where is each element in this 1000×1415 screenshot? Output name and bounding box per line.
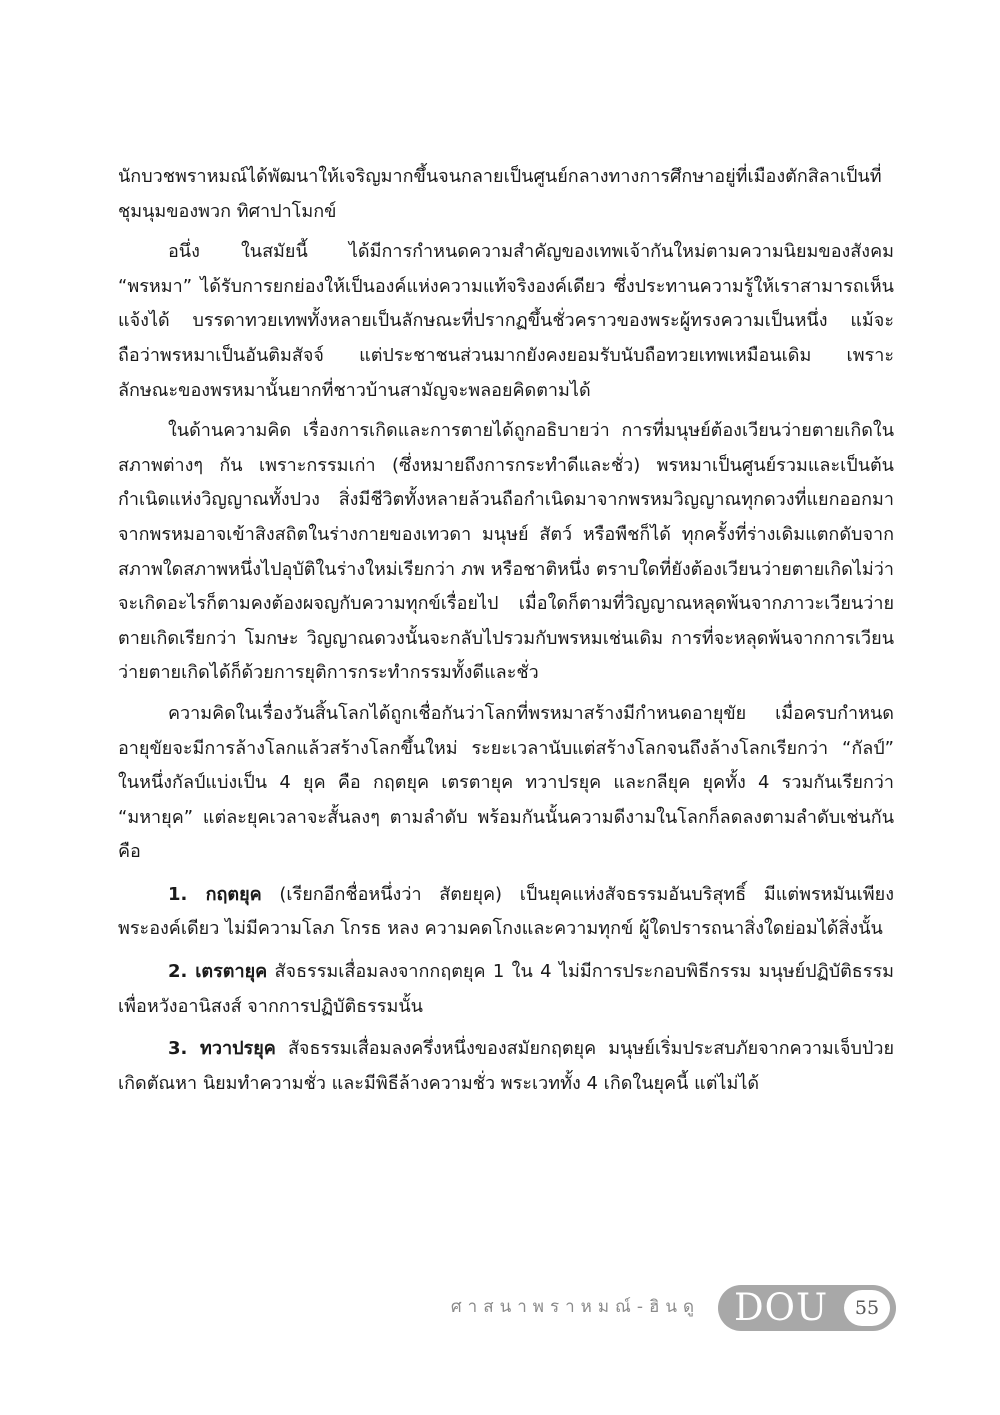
paragraph-1: นักบวชพราหมณ์ได้พัฒนาให้เจริญมากขึ้นจนกลายเป็นศูนย์กลางทางการศึกษาอยู่ที่เมืองตักสิลาเป็นที่ชุมนุมของพวก ทิศาปาโมกข์ bbox=[118, 166, 882, 222]
page-body bbox=[118, 160, 894, 1260]
page-footer bbox=[0, 1285, 1000, 1335]
list-item-krita-yuga bbox=[118, 878, 894, 947]
list-item-title: 2. เตรตายุค bbox=[168, 961, 268, 983]
list-item-text: (เรียกอีกชื่อหนึ่งว่า สัตยยุค) เป็นยุคแห่งสัจธรรมอันบริสุทธิ์ มีแต่พรหมันเพียงพระองค์เดียว ไม่มีความโลภ โกรธ หลง ความคดโกงและความทุกข์ ผู้ใดปรารถนาสิ่งใดย่อมได้สิ่งนั้น bbox=[118, 883, 894, 940]
paragraph-2: อนึ่ง ในสมัยนี้ ได้มีการกำหนดความสำคัญของเทพเจ้ากันใหม่ตามความนิยมของสังคม “พรหมา” ได้รับการยกย่องให้เป็นองค์แห่งความแท้จริงองค์เดียว ซึ่งประทานความรู้ให้เราสามารถเห็นแจ้งได้ บรรดาทวยเทพทั้งหลายเป็นลักษณะที่ปรากฏขึ้นชั่วคราวของพระผู้ทรงความเป็นหนึ่ง แม้จะถือว่าพรหมาเป็นอันติมสัจจ์ แต่ประชาชนส่วนมากยังคงยอมรับนับถือทวยเทพเหมือนเดิม เพราะลักษณะของพรหมานั้นยากที่ชาวบ้านสามัญจะพลอยคิดตามได้ bbox=[118, 241, 894, 401]
dou-logo: DOU bbox=[734, 1286, 829, 1329]
list-item-title: 1. กฤตยุค bbox=[168, 883, 262, 905]
list-item-title: 3. ทวาปรยุค bbox=[168, 1038, 276, 1060]
list-item-text: สัจธรรมเสื่อมลงครึ่งหนึ่งของสมัยกฤตยุค มนุษย์เริ่มประสบภัยจากความเจ็บป่วย เกิดตัณหา นิยมทำความชั่ว และมีพิธีล้างความชั่ว พระเวททั้ง 4 เกิดในยุคนี้ แต่ไม่ได้ bbox=[118, 1038, 894, 1094]
book-title: ศาสนาพราหมณ์-ฮินดู bbox=[450, 1297, 700, 1317]
dou-badge bbox=[718, 1285, 896, 1331]
paragraph-4: ความคิดในเรื่องวันสิ้นโลกได้ถูกเชื่อกันว่าโลกที่พรหมาสร้างมีกำหนดอายุขัย เมื่อครบกำหนดอายุขัยจะมีการล้างโลกแล้วสร้างโลกขึ้นใหม่ ระยะเวลานับแต่สร้างโลกจนถึงล้างโลกเรียกว่า “กัลป์” ในหนึ่งกัลป์แบ่งเป็น 4 ยุค คือ กฤตยุค เตรตายุค ทวาปรยุค และกลียุค ยุคทั้ง 4 รวมกันเรียกว่า “มหายุค” แต่ละยุคเวลาจะสั้นลงๆ ตามลำดับ พร้อมกันนั้นความดีงามในโลกก็ลดลงตามลำดับเช่นกัน คือ bbox=[118, 702, 894, 863]
list-item-treta-yuga bbox=[118, 955, 894, 1024]
page-number: 55 bbox=[844, 1290, 890, 1326]
list-item-text: สัจธรรมเสื่อมลงจากกฤตยุค 1 ใน 4 ไม่มีการประกอบพิธีกรรม มนุษย์ปฏิบัติธรรมเพื่อหวังอานิสงส์ จากการปฏิบัติธรรมนั้น bbox=[118, 961, 894, 1017]
paragraph-3: ในด้านความคิด เรื่องการเกิดและการตายได้ถูกอธิบายว่า การที่มนุษย์ต้องเวียนว่ายตายเกิดในสภาพต่างๆ กัน เพราะกรรมเก่า (ซึ่งหมายถึงการกระทำดีและชั่ว) พรหมาเป็นศูนย์รวมและเป็นต้นกำเนิดแห่งวิญญาณทั้งปวง สิ่งมีชีวิตทั้งหลายล้วนถือกำเนิดมาจากพรหมวิญญาณทุกดวงที่แยกออกมาจากพรหมอาจเข้าสิงสถิตในร่างกายของเทวดา มนุษย์ สัตว์ หรือพืชก็ได้ ทุกครั้งที่ร่างเดิมแตกดับจากสภาพใดสภาพหนึ่งไปอุบัติในร่างใหม่เรียกว่า ภพ หรือชาติหนึ่ง ตราบใดที่ยังต้องเวียนว่ายตายเกิดไม่ว่าจะเกิดอะไรก็ตามคงต้องผจญกับความทุกข์เรื่อยไป เมื่อใดก็ตามที่วิญญาณหลุดพ้นจากภาวะเวียนว่ายตายเกิดเรียกว่า โมกษะ วิญญาณดวงนั้นจะกลับไปรวมกับพรหมเช่นเดิม การที่จะหลุดพ้นจากการเวียนว่ายตายเกิดได้ก็ด้วยการยุติการกระทำกรรมทั้งดีและชั่ว bbox=[118, 420, 894, 684]
list-item-dvapara-yuga bbox=[118, 1032, 894, 1101]
